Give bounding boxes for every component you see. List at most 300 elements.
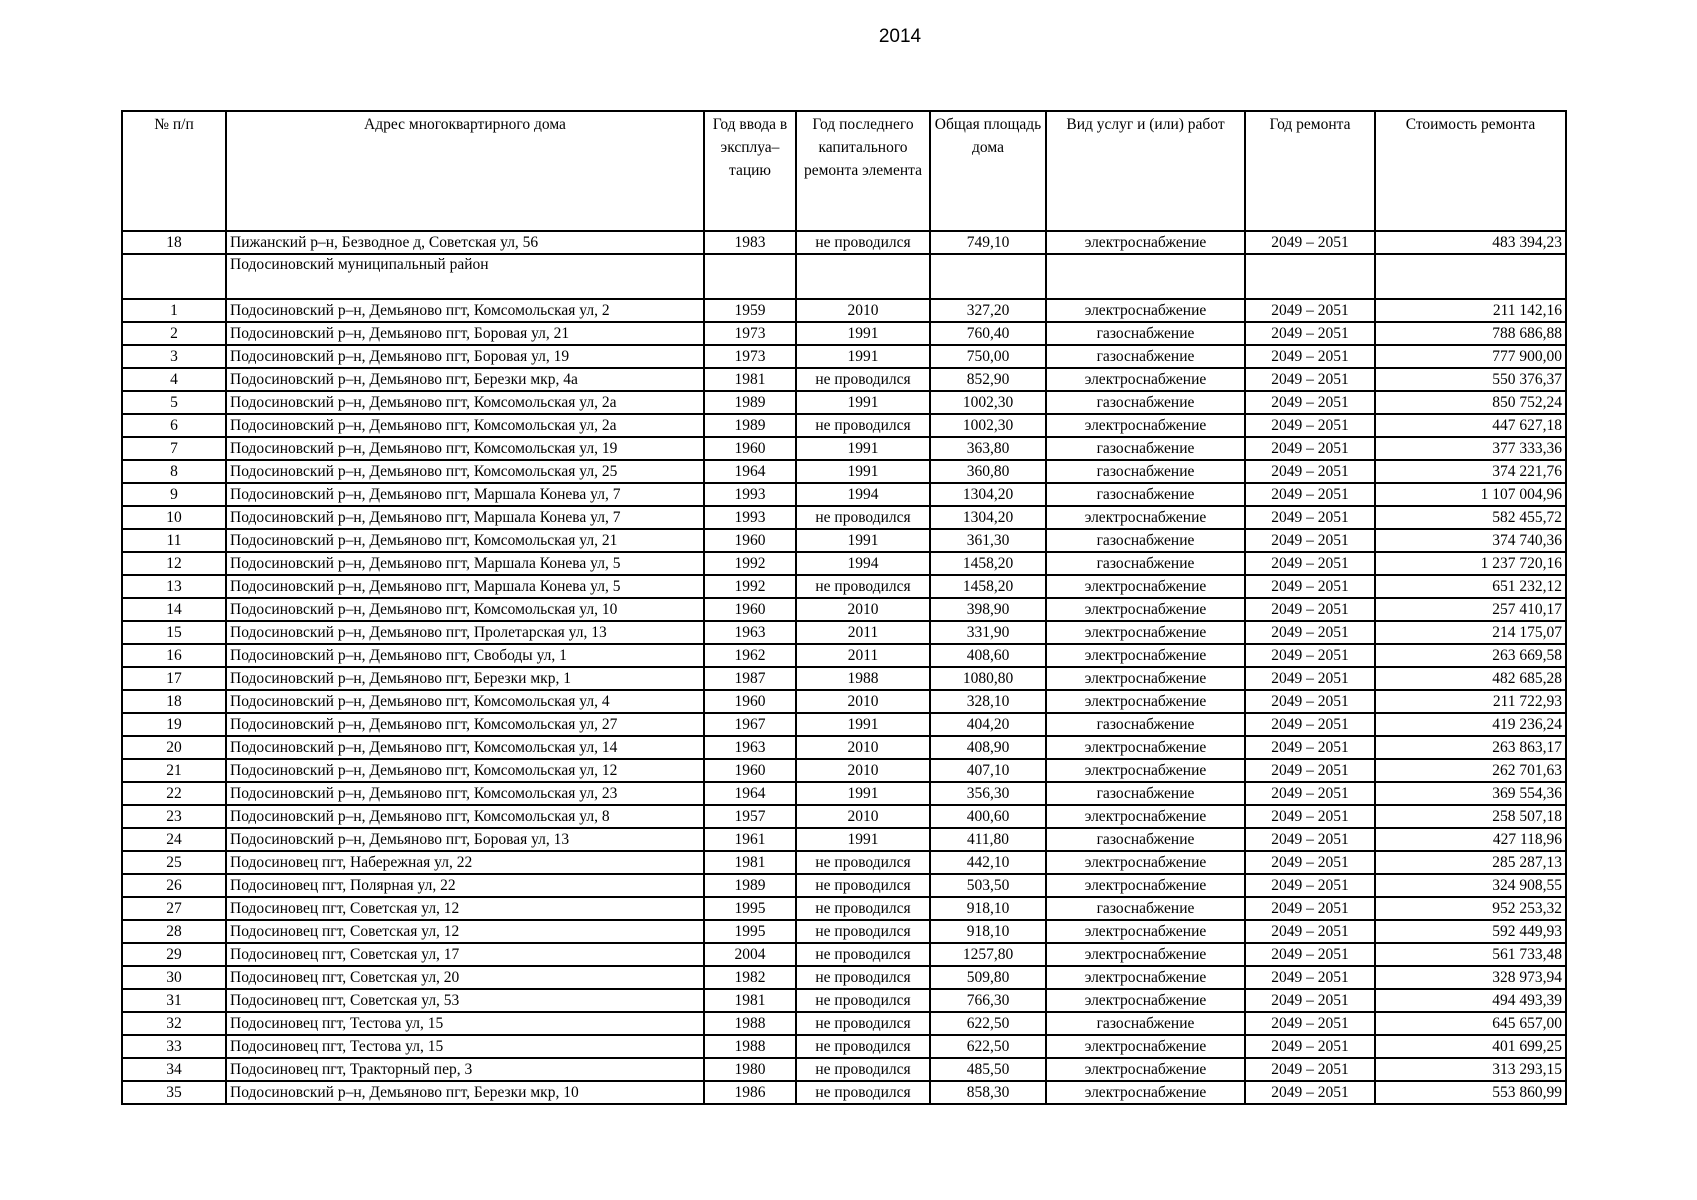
cell-service-type: газоснабжение	[1046, 713, 1245, 736]
cell-repair-cost: 494 493,39	[1375, 989, 1566, 1012]
cell-repair-cost: 313 293,15	[1375, 1058, 1566, 1081]
cell-repair-year: 2049 – 2051	[1245, 759, 1375, 782]
cell-service-type: электроснабжение	[1046, 966, 1245, 989]
cell-number: 15	[122, 621, 226, 644]
table-row	[122, 1058, 1566, 1081]
table-row	[122, 966, 1566, 989]
table-row	[122, 782, 1566, 805]
cell-year-built: 1981	[704, 989, 796, 1012]
cell-repair-cost: 374 221,76	[1375, 460, 1566, 483]
cell-number: 9	[122, 483, 226, 506]
cell-area: 327,20	[930, 299, 1046, 322]
cell-address: Подосиновец пгт, Тракторный пер, 3	[226, 1058, 704, 1081]
table-row	[122, 874, 1566, 897]
cell-service-type: газоснабжение	[1046, 782, 1245, 805]
cell-repair-year: 2049 – 2051	[1245, 989, 1375, 1012]
cell-year-built: 1973	[704, 345, 796, 368]
cell-last-repair: не проводился	[796, 874, 930, 897]
cell-service-type: газоснабжение	[1046, 828, 1245, 851]
cell-address: Подосиновский р–н, Демьяново пгт, Комсомольская ул, 4	[226, 690, 704, 713]
cell-address: Подосиновец пгт, Полярная ул, 22	[226, 874, 704, 897]
table-row	[122, 1012, 1566, 1035]
cell-year-built: 1995	[704, 897, 796, 920]
cell-year-built: 1987	[704, 667, 796, 690]
cell-address: Подосиновский р–н, Демьяново пгт, Маршала Конева ул, 5	[226, 552, 704, 575]
cell-repair-year: 2049 – 2051	[1245, 391, 1375, 414]
cell-address: Подосиновский р–н, Демьяново пгт, Пролетарская ул, 13	[226, 621, 704, 644]
cell-repair-year: 2049 – 2051	[1245, 805, 1375, 828]
section-title: Подосиновский муниципальный район	[226, 254, 704, 299]
cell-service-type: электроснабжение	[1046, 1081, 1245, 1104]
cell-repair-cost: 211 142,16	[1375, 299, 1566, 322]
cell-last-repair: не проводился	[796, 506, 930, 529]
table-row	[122, 231, 1566, 254]
table-row	[122, 690, 1566, 713]
cell-last-repair: не проводился	[796, 1012, 930, 1035]
cell-address: Подосиновский р–н, Демьяново пгт, Маршала Конева ул, 5	[226, 575, 704, 598]
cell-service-type: электроснабжение	[1046, 506, 1245, 529]
table-row	[122, 621, 1566, 644]
cell-area: 509,80	[930, 966, 1046, 989]
cell-number: 18	[122, 231, 226, 254]
cell-empty	[1375, 254, 1566, 299]
cell-address: Подосиновец пгт, Набережная ул, 22	[226, 851, 704, 874]
cell-number: 34	[122, 1058, 226, 1081]
cell-year-built: 1993	[704, 506, 796, 529]
table-row	[122, 943, 1566, 966]
cell-area: 408,90	[930, 736, 1046, 759]
cell-area: 331,90	[930, 621, 1046, 644]
cell-last-repair: не проводился	[796, 851, 930, 874]
cell-repair-cost: 788 686,88	[1375, 322, 1566, 345]
cell-service-type: газоснабжение	[1046, 345, 1245, 368]
cell-repair-cost: 263 863,17	[1375, 736, 1566, 759]
cell-repair-year: 2049 – 2051	[1245, 575, 1375, 598]
cell-area: 918,10	[930, 920, 1046, 943]
cell-empty	[930, 254, 1046, 299]
cell-area: 356,30	[930, 782, 1046, 805]
cell-year-built: 1967	[704, 713, 796, 736]
cell-repair-year: 2049 – 2051	[1245, 874, 1375, 897]
cell-empty	[1046, 254, 1245, 299]
cell-last-repair: 1991	[796, 713, 930, 736]
cell-repair-year: 2049 – 2051	[1245, 368, 1375, 391]
cell-area: 760,40	[930, 322, 1046, 345]
cell-number: 31	[122, 989, 226, 1012]
cell-address: Подосиновский р–н, Демьяново пгт, Комсомольская ул, 21	[226, 529, 704, 552]
cell-number: 29	[122, 943, 226, 966]
cell-repair-cost: 263 669,58	[1375, 644, 1566, 667]
cell-service-type: газоснабжение	[1046, 552, 1245, 575]
cell-area: 407,10	[930, 759, 1046, 782]
cell-repair-cost: 592 449,93	[1375, 920, 1566, 943]
cell-repair-year: 2049 – 2051	[1245, 736, 1375, 759]
cell-service-type: газоснабжение	[1046, 1012, 1245, 1035]
cell-address: Подосиновец пгт, Советская ул, 12	[226, 920, 704, 943]
cell-area: 1002,30	[930, 391, 1046, 414]
cell-area: 408,60	[930, 644, 1046, 667]
table-row	[122, 506, 1566, 529]
cell-repair-cost: 553 860,99	[1375, 1081, 1566, 1104]
cell-service-type: электроснабжение	[1046, 1058, 1245, 1081]
cell-number: 5	[122, 391, 226, 414]
cell-service-type: электроснабжение	[1046, 1035, 1245, 1058]
cell-repair-year: 2049 – 2051	[1245, 460, 1375, 483]
cell-area: 749,10	[930, 231, 1046, 254]
cell-last-repair: 2011	[796, 621, 930, 644]
cell-repair-year: 2049 – 2051	[1245, 552, 1375, 575]
cell-last-repair: 2010	[796, 598, 930, 621]
cell-repair-cost: 324 908,55	[1375, 874, 1566, 897]
cell-number: 12	[122, 552, 226, 575]
table-row	[122, 713, 1566, 736]
cell-repair-year: 2049 – 2051	[1245, 621, 1375, 644]
cell-empty	[796, 254, 930, 299]
cell-area: 1002,30	[930, 414, 1046, 437]
cell-last-repair: не проводился	[796, 989, 930, 1012]
cell-last-repair: 1991	[796, 828, 930, 851]
cell-year-built: 1995	[704, 920, 796, 943]
cell-service-type: электроснабжение	[1046, 759, 1245, 782]
cell-year-built: 1959	[704, 299, 796, 322]
cell-service-type: электроснабжение	[1046, 598, 1245, 621]
cell-address: Подосиновский р–н, Демьяново пгт, Комсомольская ул, 8	[226, 805, 704, 828]
cell-repair-year: 2049 – 2051	[1245, 231, 1375, 254]
header-last-repair: Год последнего капитального ремонта элемента	[796, 111, 930, 231]
cell-number: 21	[122, 759, 226, 782]
cell-year-built: 1988	[704, 1012, 796, 1035]
cell-area: 442,10	[930, 851, 1046, 874]
cell-service-type: газоснабжение	[1046, 460, 1245, 483]
cell-address: Подосиновский р–н, Демьяново пгт, Комсомольская ул, 12	[226, 759, 704, 782]
cell-year-built: 1960	[704, 437, 796, 460]
cell-last-repair: 1991	[796, 391, 930, 414]
cell-number: 22	[122, 782, 226, 805]
cell-last-repair: 1991	[796, 460, 930, 483]
cell-address: Подосиновский р–н, Демьяново пгт, Комсомольская ул, 23	[226, 782, 704, 805]
cell-last-repair: 2010	[796, 690, 930, 713]
cell-year-built: 1986	[704, 1081, 796, 1104]
cell-number: 17	[122, 667, 226, 690]
table-row	[122, 575, 1566, 598]
cell-last-repair: не проводился	[796, 1081, 930, 1104]
cell-address: Подосиновский р–н, Демьяново пгт, Комсомольская ул, 19	[226, 437, 704, 460]
table-row	[122, 667, 1566, 690]
cell-repair-year: 2049 – 2051	[1245, 529, 1375, 552]
cell-address: Подосиновский р–н, Демьяново пгт, Березки мкр, 1	[226, 667, 704, 690]
cell-number: 10	[122, 506, 226, 529]
cell-area: 1458,20	[930, 552, 1046, 575]
table-row	[122, 322, 1566, 345]
cell-year-built: 1960	[704, 529, 796, 552]
cell-repair-cost: 645 657,00	[1375, 1012, 1566, 1035]
cell-repair-cost: 850 752,24	[1375, 391, 1566, 414]
header-year-built: Год ввода в эксплуа–тацию	[704, 111, 796, 231]
cell-number: 13	[122, 575, 226, 598]
cell-repair-year: 2049 – 2051	[1245, 667, 1375, 690]
cell-number: 33	[122, 1035, 226, 1058]
table-row	[122, 1081, 1566, 1104]
cell-service-type: электроснабжение	[1046, 874, 1245, 897]
cell-number: 32	[122, 1012, 226, 1035]
cell-repair-year: 2049 – 2051	[1245, 690, 1375, 713]
cell-service-type: электроснабжение	[1046, 851, 1245, 874]
cell-service-type: электроснабжение	[1046, 368, 1245, 391]
cell-repair-year: 2049 – 2051	[1245, 345, 1375, 368]
table-row	[122, 483, 1566, 506]
cell-number: 16	[122, 644, 226, 667]
cell-address: Подосиновский р–н, Демьяново пгт, Комсомольская ул, 14	[226, 736, 704, 759]
cell-year-built: 1963	[704, 736, 796, 759]
cell-year-built: 1961	[704, 828, 796, 851]
table-row	[122, 759, 1566, 782]
cell-number: 7	[122, 437, 226, 460]
cell-year-built: 1960	[704, 598, 796, 621]
cell-area: 918,10	[930, 897, 1046, 920]
cell-address: Подосиновец пгт, Тестова ул, 15	[226, 1012, 704, 1035]
cell-repair-year: 2049 – 2051	[1245, 644, 1375, 667]
cell-service-type: электроснабжение	[1046, 621, 1245, 644]
cell-year-built: 1982	[704, 966, 796, 989]
cell-year-built: 1973	[704, 322, 796, 345]
cell-area: 1080,80	[930, 667, 1046, 690]
cell-repair-cost: 1 107 004,96	[1375, 483, 1566, 506]
cell-service-type: электроснабжение	[1046, 667, 1245, 690]
cell-year-built: 1960	[704, 759, 796, 782]
cell-area: 858,30	[930, 1081, 1046, 1104]
table-row	[122, 368, 1566, 391]
cell-number: 3	[122, 345, 226, 368]
table-row	[122, 391, 1566, 414]
cell-address: Подосиновский р–н, Демьяново пгт, Комсомольская ул, 25	[226, 460, 704, 483]
cell-area: 1304,20	[930, 506, 1046, 529]
cell-repair-year: 2049 – 2051	[1245, 966, 1375, 989]
header-area: Общая площадь дома	[930, 111, 1046, 231]
table-row	[122, 345, 1566, 368]
cell-empty	[704, 254, 796, 299]
cell-year-built: 1992	[704, 575, 796, 598]
cell-area: 1257,80	[930, 943, 1046, 966]
cell-area: 360,80	[930, 460, 1046, 483]
cell-last-repair: не проводился	[796, 368, 930, 391]
cell-repair-cost: 561 733,48	[1375, 943, 1566, 966]
cell-year-built: 1993	[704, 483, 796, 506]
cell-area: 852,90	[930, 368, 1046, 391]
cell-area: 1458,20	[930, 575, 1046, 598]
cell-address: Подосиновский р–н, Демьяново пгт, Комсомольская ул, 2а	[226, 391, 704, 414]
cell-area: 398,90	[930, 598, 1046, 621]
header-repair-cost: Стоимость ремонта	[1375, 111, 1566, 231]
table-row	[122, 598, 1566, 621]
cell-repair-cost: 447 627,18	[1375, 414, 1566, 437]
cell-repair-year: 2049 – 2051	[1245, 299, 1375, 322]
cell-area: 361,30	[930, 529, 1046, 552]
header-repair-year: Год ремонта	[1245, 111, 1375, 231]
cell-number: 25	[122, 851, 226, 874]
cell-last-repair: 2010	[796, 736, 930, 759]
cell-address: Подосиновский р–н, Демьяново пгт, Березки мкр, 4а	[226, 368, 704, 391]
cell-repair-year: 2049 – 2051	[1245, 713, 1375, 736]
cell-service-type: электроснабжение	[1046, 805, 1245, 828]
cell-area: 622,50	[930, 1012, 1046, 1035]
header-address: Адрес многоквартирного дома	[226, 111, 704, 231]
cell-last-repair: 1994	[796, 552, 930, 575]
cell-number: 27	[122, 897, 226, 920]
cell-last-repair: 1994	[796, 483, 930, 506]
cell-area: 485,50	[930, 1058, 1046, 1081]
cell-number: 30	[122, 966, 226, 989]
cell-last-repair: 1991	[796, 782, 930, 805]
cell-repair-year: 2049 – 2051	[1245, 1012, 1375, 1035]
section-row	[122, 254, 1566, 299]
cell-repair-cost: 328 973,94	[1375, 966, 1566, 989]
cell-repair-year: 2049 – 2051	[1245, 1081, 1375, 1104]
cell-repair-cost: 214 175,07	[1375, 621, 1566, 644]
table-row	[122, 828, 1566, 851]
cell-number: 23	[122, 805, 226, 828]
cell-last-repair: не проводился	[796, 575, 930, 598]
table-row	[122, 644, 1566, 667]
cell-address: Подосиновец пгт, Советская ул, 17	[226, 943, 704, 966]
cell-year-built: 1963	[704, 621, 796, 644]
cell-address: Подосиновский р–н, Демьяново пгт, Маршала Конева ул, 7	[226, 483, 704, 506]
cell-number: 11	[122, 529, 226, 552]
table-row	[122, 736, 1566, 759]
cell-repair-cost: 550 376,37	[1375, 368, 1566, 391]
cell-service-type: электроснабжение	[1046, 575, 1245, 598]
cell-last-repair: 2010	[796, 759, 930, 782]
cell-repair-year: 2049 – 2051	[1245, 1058, 1375, 1081]
cell-address: Подосиновский р–н, Демьяново пгт, Березки мкр, 10	[226, 1081, 704, 1104]
cell-address: Подосиновский р–н, Демьяново пгт, Боровая ул, 21	[226, 322, 704, 345]
cell-number: 19	[122, 713, 226, 736]
table-row	[122, 299, 1566, 322]
cell-last-repair: 1991	[796, 437, 930, 460]
cell-service-type: электроснабжение	[1046, 299, 1245, 322]
table-row	[122, 897, 1566, 920]
table-row	[122, 989, 1566, 1012]
cell-repair-year: 2049 – 2051	[1245, 920, 1375, 943]
cell-service-type: газоснабжение	[1046, 897, 1245, 920]
cell-year-built: 1989	[704, 414, 796, 437]
cell-repair-cost: 374 740,36	[1375, 529, 1566, 552]
cell-service-type: электроснабжение	[1046, 690, 1245, 713]
cell-year-built: 1989	[704, 391, 796, 414]
cell-address: Подосиновец пгт, Советская ул, 20	[226, 966, 704, 989]
cell-last-repair: 1991	[796, 529, 930, 552]
cell-repair-cost: 401 699,25	[1375, 1035, 1566, 1058]
cell-number: 28	[122, 920, 226, 943]
cell-area: 404,20	[930, 713, 1046, 736]
table-row	[122, 805, 1566, 828]
cell-address: Подосиновский р–н, Демьяново пгт, Комсомольская ул, 10	[226, 598, 704, 621]
cell-year-built: 1988	[704, 1035, 796, 1058]
cell-year-built: 1960	[704, 690, 796, 713]
cell-repair-year: 2049 – 2051	[1245, 782, 1375, 805]
cell-service-type: газоснабжение	[1046, 483, 1245, 506]
cell-address: Подосиновский р–н, Демьяново пгт, Боровая ул, 19	[226, 345, 704, 368]
cell-number: 24	[122, 828, 226, 851]
cell-repair-cost: 952 253,32	[1375, 897, 1566, 920]
cell-repair-cost: 427 118,96	[1375, 828, 1566, 851]
cell-address: Подосиновец пгт, Советская ул, 12	[226, 897, 704, 920]
cell-repair-cost: 211 722,93	[1375, 690, 1566, 713]
table-row	[122, 437, 1566, 460]
cell-address: Подосиновец пгт, Советская ул, 53	[226, 989, 704, 1012]
cell-service-type: газоснабжение	[1046, 391, 1245, 414]
cell-number: 35	[122, 1081, 226, 1104]
cell-repair-cost: 1 237 720,16	[1375, 552, 1566, 575]
cell-year-built: 1981	[704, 368, 796, 391]
cell-repair-year: 2049 – 2051	[1245, 828, 1375, 851]
cell-repair-year: 2049 – 2051	[1245, 483, 1375, 506]
table-row	[122, 529, 1566, 552]
cell-number: 1	[122, 299, 226, 322]
cell-last-repair: не проводился	[796, 231, 930, 254]
cell-repair-cost: 369 554,36	[1375, 782, 1566, 805]
cell-repair-cost: 285 287,13	[1375, 851, 1566, 874]
cell-area: 328,10	[930, 690, 1046, 713]
cell-number: 26	[122, 874, 226, 897]
cell-area: 1304,20	[930, 483, 1046, 506]
cell-repair-cost: 483 394,23	[1375, 231, 1566, 254]
cell-service-type: электроснабжение	[1046, 943, 1245, 966]
cell-service-type: электроснабжение	[1046, 920, 1245, 943]
cell-repair-cost: 582 455,72	[1375, 506, 1566, 529]
cell-service-type: электроснабжение	[1046, 736, 1245, 759]
cell-number: 6	[122, 414, 226, 437]
table-row	[122, 851, 1566, 874]
cell-year-built: 1980	[704, 1058, 796, 1081]
cell-service-type: газоснабжение	[1046, 322, 1245, 345]
cell-repair-year: 2049 – 2051	[1245, 414, 1375, 437]
cell-year-built: 1964	[704, 782, 796, 805]
cell-number: 4	[122, 368, 226, 391]
cell-year-built: 1983	[704, 231, 796, 254]
cell-repair-cost: 777 900,00	[1375, 345, 1566, 368]
cell-area: 622,50	[930, 1035, 1046, 1058]
cell-last-repair: не проводился	[796, 943, 930, 966]
cell-repair-cost: 377 333,36	[1375, 437, 1566, 460]
cell-repair-year: 2049 – 2051	[1245, 1035, 1375, 1058]
cell-last-repair: 1991	[796, 322, 930, 345]
cell-year-built: 2004	[704, 943, 796, 966]
cell-address: Пижанский р–н, Безводное д, Советская ул, 56	[226, 231, 704, 254]
page-number: 2014	[878, 26, 922, 47]
cell-year-built: 1981	[704, 851, 796, 874]
header-number: № п/п	[122, 111, 226, 231]
table-header-row	[122, 111, 1566, 231]
cell-area: 363,80	[930, 437, 1046, 460]
housing-repair-table	[121, 110, 1567, 1105]
cell-address: Подосиновский р–н, Демьяново пгт, Свободы ул, 1	[226, 644, 704, 667]
cell-repair-cost: 258 507,18	[1375, 805, 1566, 828]
table-row	[122, 1035, 1566, 1058]
cell-last-repair: не проводился	[796, 897, 930, 920]
cell-service-type: электроснабжение	[1046, 231, 1245, 254]
cell-repair-year: 2049 – 2051	[1245, 943, 1375, 966]
cell-empty	[1245, 254, 1375, 299]
cell-repair-year: 2049 – 2051	[1245, 506, 1375, 529]
cell-repair-year: 2049 – 2051	[1245, 897, 1375, 920]
cell-number: 20	[122, 736, 226, 759]
cell-repair-cost: 482 685,28	[1375, 667, 1566, 690]
table-row	[122, 460, 1566, 483]
cell-area: 503,50	[930, 874, 1046, 897]
cell-repair-year: 2049 – 2051	[1245, 851, 1375, 874]
cell-last-repair: не проводился	[796, 1058, 930, 1081]
cell-year-built: 1957	[704, 805, 796, 828]
